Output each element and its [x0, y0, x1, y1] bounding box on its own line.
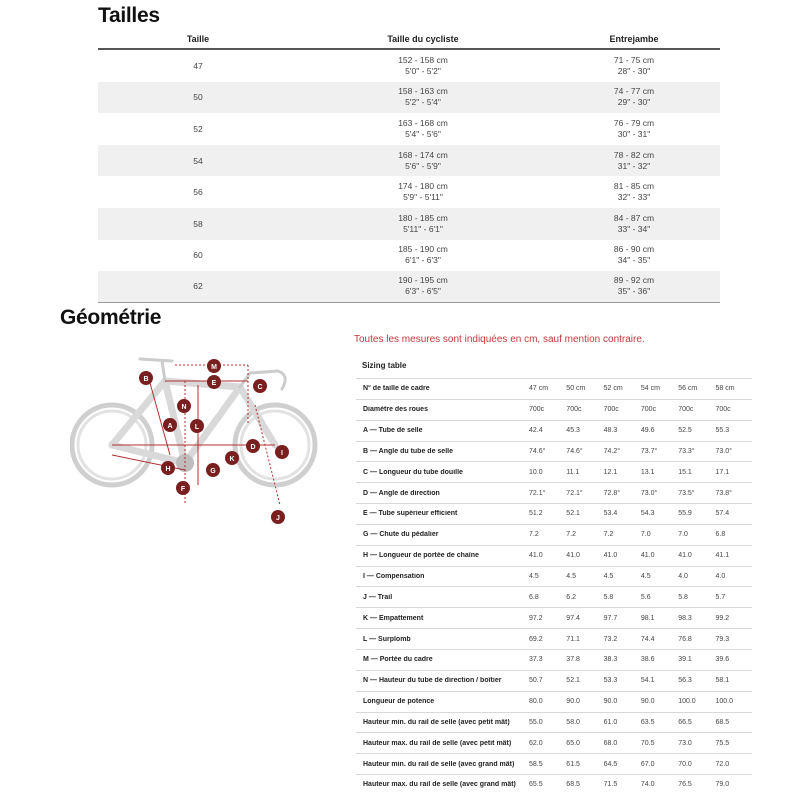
- diagram-letter-e: E: [211, 380, 217, 387]
- inseam-cell: [548, 275, 720, 297]
- geometry-value: 700c: [603, 406, 619, 414]
- diagram-letter-m: M: [211, 364, 217, 371]
- size-value: 50: [193, 92, 203, 103]
- geometry-value: 97.4: [566, 614, 580, 622]
- geometry-value: 74.0: [640, 781, 655, 789]
- rider-height-cell: [298, 118, 548, 140]
- rider-height-cell: [298, 55, 548, 77]
- geometry-value: 49.6: [640, 427, 655, 435]
- geometry-row: [356, 545, 752, 566]
- size-row: [98, 208, 720, 240]
- geometry-label: Longueur de potence: [363, 698, 435, 706]
- size-row: [98, 82, 720, 114]
- geometry-value: 73.5°: [678, 489, 695, 497]
- geometry-value: 48.3: [603, 427, 618, 435]
- inseam-in: 33" - 34": [617, 223, 651, 234]
- geometry-value: 7.2: [603, 531, 614, 539]
- geometry-row: [356, 566, 752, 587]
- geometry-value: 17.1: [715, 468, 730, 476]
- geometry-row: [356, 482, 752, 503]
- size-row: [98, 240, 720, 272]
- sizes-table-header: [98, 30, 720, 50]
- geometry-value: 56.3: [678, 677, 692, 685]
- geometry-value: 97.2: [529, 614, 543, 622]
- geometry-value: 72.8°: [603, 489, 621, 497]
- inseam-cell: [548, 181, 720, 203]
- inseam-in: 31" - 32": [617, 160, 651, 171]
- geometry-value: 4.5: [566, 573, 577, 581]
- inseam-in: 34" - 35": [617, 255, 651, 266]
- geometry-value: 76.8: [678, 635, 692, 643]
- geometry-label: E — Tube supérieur efficient: [363, 510, 458, 518]
- inseam-cell: [548, 118, 720, 140]
- geometry-label: N° de taille de cadre: [363, 385, 430, 393]
- inseam-in: 29" - 30": [617, 97, 651, 108]
- label-h: [161, 461, 175, 475]
- geometry-value: 69.2: [529, 635, 543, 643]
- geometry-label: Hauteur max. du rail de selle (avec grand mât): [363, 781, 516, 789]
- geometry-value: 70.0: [678, 760, 692, 768]
- label-j: [271, 510, 285, 524]
- geometry-value: 73.0: [678, 739, 692, 747]
- geometry-value: 700c: [715, 406, 731, 414]
- geometry-label: A — Tube de selle: [363, 427, 423, 435]
- geometry-label: Hauteur min. du rail de selle (avec grand mât): [363, 760, 515, 768]
- geometry-value: 54.1: [640, 677, 655, 685]
- size-value: 56: [193, 187, 203, 198]
- inseam-in: 32" - 33": [617, 192, 651, 203]
- geometry-value: 39.6: [715, 656, 730, 664]
- geometry-row: [356, 607, 752, 628]
- diagram-letter-j: J: [276, 515, 280, 522]
- geometry-value: 54 cm: [640, 385, 660, 393]
- geometry-value: 7.0: [678, 531, 688, 539]
- rider-height-in: 5'0" - 5'2": [405, 65, 441, 76]
- size-row: [98, 113, 720, 145]
- size-value: 54: [193, 155, 203, 166]
- geometry-value: 38.3: [603, 656, 618, 664]
- geometry-value: 45.3: [566, 427, 580, 435]
- inseam-cell: [548, 213, 720, 235]
- geometry-value: 58.1: [715, 677, 730, 685]
- rider-height-in: 5'2" - 5'4": [405, 97, 441, 108]
- geometry-label: Hauteur min. du rail de selle (avec petit mât): [363, 718, 510, 726]
- inseam-cell: [548, 150, 720, 172]
- geometry-value: 98.1: [640, 614, 655, 622]
- rider-height-cm: 168 - 174 cm: [398, 149, 448, 160]
- header-rider-height: Taille du cycliste: [387, 34, 459, 44]
- geometry-value: 7.0: [640, 531, 651, 539]
- geometry-row: [356, 774, 752, 795]
- geometry-value: 41.0: [640, 552, 655, 560]
- geometry-value: 13.1: [640, 468, 655, 476]
- geometry-title: Géométrie: [60, 306, 162, 329]
- rider-height-in: 5'6" - 5'9": [405, 160, 441, 171]
- geometry-value: 80.0: [529, 698, 543, 706]
- size-row: [98, 176, 720, 208]
- geometry-value: 100.0: [678, 698, 696, 706]
- geometry-row: [356, 503, 752, 524]
- inseam-in: 35" - 36": [617, 286, 651, 297]
- size-row: [98, 145, 720, 177]
- rider-height-cell: [298, 244, 548, 266]
- geometry-value: 90.0: [566, 698, 580, 706]
- rider-height-cm: 163 - 168 cm: [398, 117, 448, 128]
- geometry-value: 5.6: [640, 593, 651, 601]
- geometry-label: J — Trail: [363, 593, 393, 601]
- rider-height-cell: [298, 181, 548, 203]
- diagram-letter-b: B: [143, 376, 149, 383]
- geometry-value: 5.8: [678, 593, 688, 601]
- label-i: [275, 445, 289, 459]
- label-e: [207, 375, 221, 389]
- geometry-value: 76.5: [678, 781, 692, 789]
- geometry-value: 68.5: [715, 718, 730, 726]
- geometry-value: 90.0: [640, 698, 655, 706]
- diagram-letter-d: D: [250, 444, 256, 451]
- sizes-title: Tailles: [98, 4, 160, 27]
- sizing-table-title: Sizing table: [362, 361, 407, 370]
- geometry-table: [356, 378, 752, 795]
- geometry-row: [356, 524, 752, 545]
- label-a: [163, 418, 177, 432]
- geometry-value: 65.0: [566, 739, 580, 747]
- rider-height-in: 5'11" - 6'1": [403, 223, 443, 234]
- geometry-row: [356, 628, 752, 649]
- geometry-value: 52.1: [566, 510, 580, 518]
- geometry-value: 73.3°: [678, 447, 695, 455]
- geometry-value: 71.1: [566, 635, 580, 643]
- geometry-value: 62.0: [529, 739, 543, 747]
- geometry-value: 65.5: [529, 781, 543, 789]
- label-k: [225, 451, 239, 465]
- diagram-letter-a: A: [167, 423, 173, 430]
- rider-height-cm: 180 - 185 cm: [398, 212, 448, 223]
- geometry-label: D — Angle de direction: [363, 489, 440, 497]
- size-value: 52: [193, 123, 203, 134]
- inseam-in: 30" - 31": [617, 128, 651, 139]
- size-row: [98, 271, 720, 303]
- geometry-value: 10.0: [529, 468, 543, 476]
- diagram-letter-l: L: [194, 424, 200, 431]
- rider-height-cell: [298, 275, 548, 297]
- geometry-value: 37.3: [529, 656, 543, 664]
- geometry-value: 4.0: [715, 573, 726, 581]
- geometry-value: 67.0: [640, 760, 655, 768]
- label-l: [190, 419, 204, 433]
- geometry-value: 700c: [566, 406, 582, 414]
- geometry-value: 64.5: [603, 760, 618, 768]
- inseam-cell: [548, 244, 720, 266]
- label-g: [206, 463, 220, 477]
- geometry-value: 51.2: [529, 510, 543, 518]
- rider-height-in: 6'1" - 6'3": [405, 255, 441, 266]
- rider-height-cm: 185 - 190 cm: [398, 244, 448, 255]
- geometry-value: 98.3: [678, 614, 692, 622]
- diagram-letter-n: N: [181, 404, 187, 411]
- size-row: [98, 50, 720, 82]
- geometry-value: 71.5: [603, 781, 618, 789]
- size-value: 47: [193, 60, 203, 71]
- size-value: 58: [193, 218, 203, 229]
- geometry-value: 68.5: [566, 781, 580, 789]
- rider-height-cell: [298, 150, 548, 172]
- geometry-value: 700c: [529, 406, 545, 414]
- geometry-value: 72.1°: [529, 489, 546, 497]
- geometry-label: C — Longueur du tube douille: [363, 468, 463, 476]
- label-d: [246, 439, 260, 453]
- geometry-row: [356, 399, 752, 420]
- geometry-value: 4.0: [678, 573, 688, 581]
- rider-height-in: 5'9" - 5'11": [403, 192, 443, 203]
- geometry-value: 70.5: [640, 739, 655, 747]
- geometry-value: 53.4: [603, 510, 618, 518]
- geometry-row: [356, 461, 752, 482]
- bike-geometry-diagram: [70, 345, 330, 530]
- diagram-letter-f: F: [180, 486, 186, 493]
- geometry-value: 6.8: [529, 593, 539, 601]
- geometry-value: 73.0°: [715, 447, 732, 455]
- geometry-value: 73.0°: [640, 489, 658, 497]
- geometry-value: 50.7: [529, 677, 543, 685]
- geometry-value: 4.5: [640, 573, 651, 581]
- geometry-row: [356, 670, 752, 691]
- geometry-row: [356, 378, 752, 399]
- rider-height-cm: 190 - 195 cm: [398, 275, 448, 286]
- rider-height-cm: 158 - 163 cm: [398, 86, 448, 97]
- geometry-label: B — Angle du tube de selle: [363, 447, 453, 455]
- geometry-value: 39.1: [678, 656, 692, 664]
- geometry-value: 99.2: [715, 614, 730, 622]
- geometry-value: 41.1: [715, 552, 730, 560]
- geometry-label: N — Hauteur du tube de direction / boîtier: [363, 677, 502, 685]
- geometry-value: 66.5: [678, 718, 692, 726]
- geometry-value: 73.7°: [640, 447, 658, 455]
- geometry-value: 11.1: [566, 468, 580, 476]
- inseam-cm: 76 - 79 cm: [613, 117, 655, 128]
- geometry-value: 4.5: [529, 573, 539, 581]
- size-value: 60: [193, 250, 203, 261]
- header-inseam: Entrejambe: [609, 34, 659, 44]
- geometry-value: 74.2°: [603, 447, 621, 455]
- geometry-value: 57.4: [715, 510, 730, 518]
- geometry-value: 74.6°: [529, 447, 546, 455]
- geometry-value: 7.2: [566, 531, 577, 539]
- diagram-letter-k: K: [229, 456, 235, 463]
- geometry-row: [356, 649, 752, 670]
- diagram-letter-g: G: [210, 468, 216, 475]
- geometry-value: 41.0: [603, 552, 618, 560]
- inseam-cm: 81 - 85 cm: [613, 181, 655, 192]
- geometry-value: 97.7: [603, 614, 618, 622]
- label-m: [207, 359, 221, 373]
- geometry-value: 5.7: [715, 593, 726, 601]
- inseam-in: 28" - 30": [617, 65, 651, 76]
- rider-height-cm: 174 - 180 cm: [398, 181, 448, 192]
- geometry-label: G — Chute du pédalier: [363, 531, 439, 539]
- geometry-value: 73.2: [603, 635, 618, 643]
- diagram-letter-c: C: [257, 384, 263, 391]
- geometry-value: 6.8: [715, 531, 726, 539]
- geometry-value: 75.5: [715, 739, 730, 747]
- size-value: 62: [193, 281, 203, 292]
- rider-height-in: 5'4" - 5'6": [405, 128, 441, 139]
- geometry-value: 53.3: [603, 677, 618, 685]
- geometry-value: 12.1: [603, 468, 618, 476]
- geometry-value: 68.0: [603, 739, 618, 747]
- geometry-row: [356, 441, 752, 462]
- geometry-value: 7.2: [529, 531, 539, 539]
- units-note: Toutes les mesures sont indiquées en cm, sauf mention contraire.: [354, 334, 645, 345]
- geometry-row: [356, 753, 752, 774]
- geometry-value: 4.5: [603, 573, 614, 581]
- geometry-value: 38.6: [640, 656, 655, 664]
- geometry-label: Hauteur max. du rail de selle (avec petit mât): [363, 739, 512, 747]
- geometry-value: 74.4: [640, 635, 655, 643]
- geometry-row: [356, 691, 752, 712]
- rider-height-cell: [298, 86, 548, 108]
- geometry-label: M — Portée du cadre: [363, 656, 433, 664]
- geometry-value: 61.5: [566, 760, 580, 768]
- geometry-value: 41.0: [678, 552, 692, 560]
- geometry-row: [356, 732, 752, 753]
- geometry-label: I — Compensation: [363, 573, 425, 581]
- label-c: [253, 379, 267, 393]
- geometry-value: 700c: [640, 406, 657, 414]
- geometry-value: 50 cm: [566, 385, 586, 393]
- geometry-value: 58 cm: [715, 385, 735, 393]
- geometry-row: [356, 420, 752, 441]
- inseam-cm: 84 - 87 cm: [613, 212, 655, 223]
- geometry-value: 63.5: [640, 718, 655, 726]
- rider-height-cell: [298, 213, 548, 235]
- geometry-value: 41.0: [566, 552, 580, 560]
- geometry-value: 58.0: [566, 718, 580, 726]
- label-b: [139, 371, 153, 385]
- rider-height-cm: 152 - 158 cm: [398, 54, 448, 65]
- geometry-value: 58.5: [529, 760, 543, 768]
- geometry-value: 55.0: [529, 718, 543, 726]
- geometry-value: 79.3: [715, 635, 730, 643]
- geometry-row: [356, 586, 752, 607]
- inseam-cm: 78 - 82 cm: [613, 149, 655, 160]
- geometry-value: 700c: [678, 406, 694, 414]
- geometry-label: Diamètre des roues: [363, 406, 428, 414]
- geometry-value: 90.0: [603, 698, 618, 706]
- diagram-letter-i: I: [281, 450, 283, 457]
- inseam-cm: 89 - 92 cm: [613, 275, 655, 286]
- header-size: Taille: [186, 34, 210, 44]
- geometry-value: 52 cm: [603, 385, 623, 393]
- geometry-value: 37.8: [566, 656, 580, 664]
- geometry-label: H — Longueur de portée de chaîne: [363, 552, 479, 560]
- geometry-value: 54.3: [640, 510, 655, 518]
- geometry-label: K — Empattement: [363, 614, 424, 622]
- label-f: [176, 481, 190, 495]
- inseam-cm: 86 - 90 cm: [613, 244, 655, 255]
- geometry-value: 79.0: [715, 781, 730, 789]
- geometry-value: 100.0: [715, 698, 734, 706]
- geometry-value: 61.0: [603, 718, 618, 726]
- geometry-value: 47 cm: [529, 385, 549, 393]
- geometry-value: 72.1°: [566, 489, 583, 497]
- rider-height-in: 6'3" - 6'5": [405, 286, 441, 297]
- geometry-value: 56 cm: [678, 385, 698, 393]
- geometry-value: 73.8°: [715, 489, 732, 497]
- geometry-value: 5.8: [603, 593, 614, 601]
- geometry-value: 6.2: [566, 593, 577, 601]
- geometry-value: 41.0: [529, 552, 543, 560]
- diagram-letter-h: H: [165, 466, 171, 473]
- geometry-value: 74.6°: [566, 447, 583, 455]
- label-n: [177, 399, 191, 413]
- geometry-value: 15.1: [678, 468, 692, 476]
- geometry-value: 55.9: [678, 510, 692, 518]
- sizes-table: [98, 30, 720, 303]
- inseam-cell: [548, 86, 720, 108]
- inseam-cm: 71 - 75 cm: [613, 54, 655, 65]
- geometry-row: [356, 712, 752, 733]
- geometry-value: 52.1: [566, 677, 580, 685]
- geometry-value: 42.4: [529, 427, 543, 435]
- geometry-label: L — Surplomb: [363, 635, 411, 643]
- inseam-cm: 74 - 77 cm: [613, 86, 655, 97]
- inseam-cell: [548, 55, 720, 77]
- geometry-value: 52.5: [678, 427, 692, 435]
- geometry-value: 72.0: [715, 760, 730, 768]
- geometry-value: 55.3: [715, 427, 730, 435]
